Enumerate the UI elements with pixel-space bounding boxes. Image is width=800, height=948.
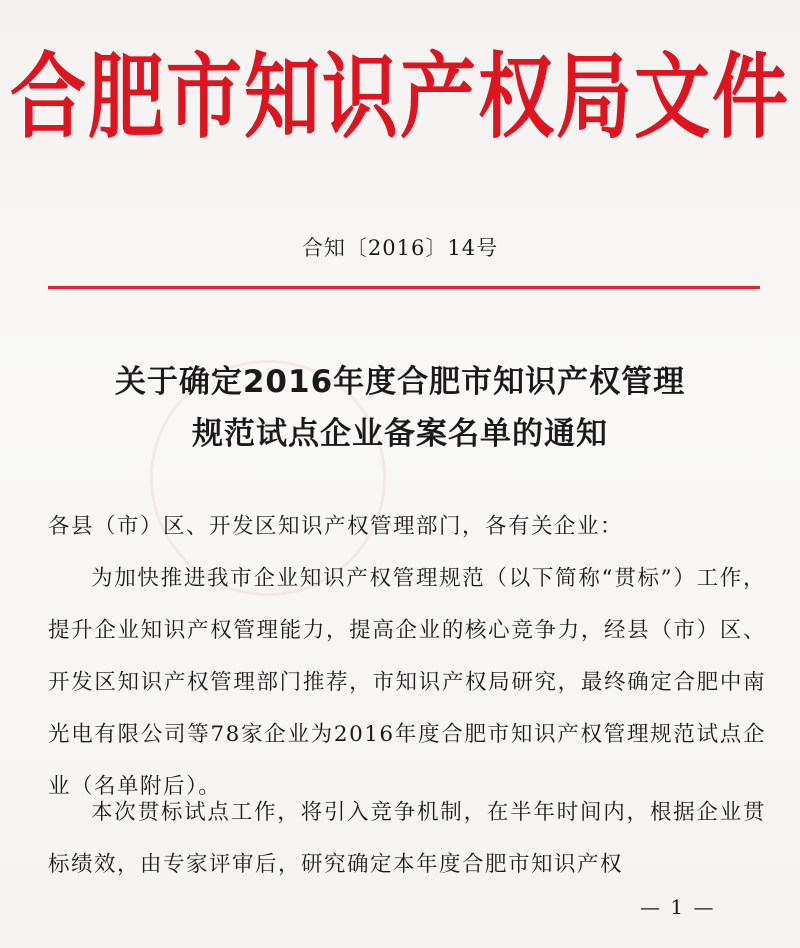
page-number: — 1 — (640, 895, 716, 919)
salutation: 各县（市）区、开发区知识产权管理部门，各有关企业： (48, 514, 624, 539)
document-number: 合知〔2016〕14号 (301, 236, 499, 260)
red-divider-line (48, 286, 760, 289)
notice-title-line-1: 关于确定2016年度合肥市知识产权管理 (114, 364, 686, 400)
body-paragraph-2: 本次贯标试点工作，将引入竞争机制，在半年时间内，根据企业贯标绩效，由专家评审后，研究确定本年度合肥市知识产权 (48, 800, 766, 877)
notice-title-line-2: 规范试点企业备案名单的通知 (192, 416, 608, 452)
agency-letterhead-title: 合肥市知识产权局文件 (10, 42, 790, 151)
body-paragraph-1: 为加快推进我市企业知识产权管理规范（以下简称“贯标”）工作，提升企业知识产权管理能力，提高企业的核心竞争力，经县（市）区、开发区知识产权管理部门推荐，市知识产权局研究，最终确定合肥中南光电有限公司等78家企业为2016年度合肥市知识产权管理规范试点企业（名单附后）。 (48, 566, 766, 799)
